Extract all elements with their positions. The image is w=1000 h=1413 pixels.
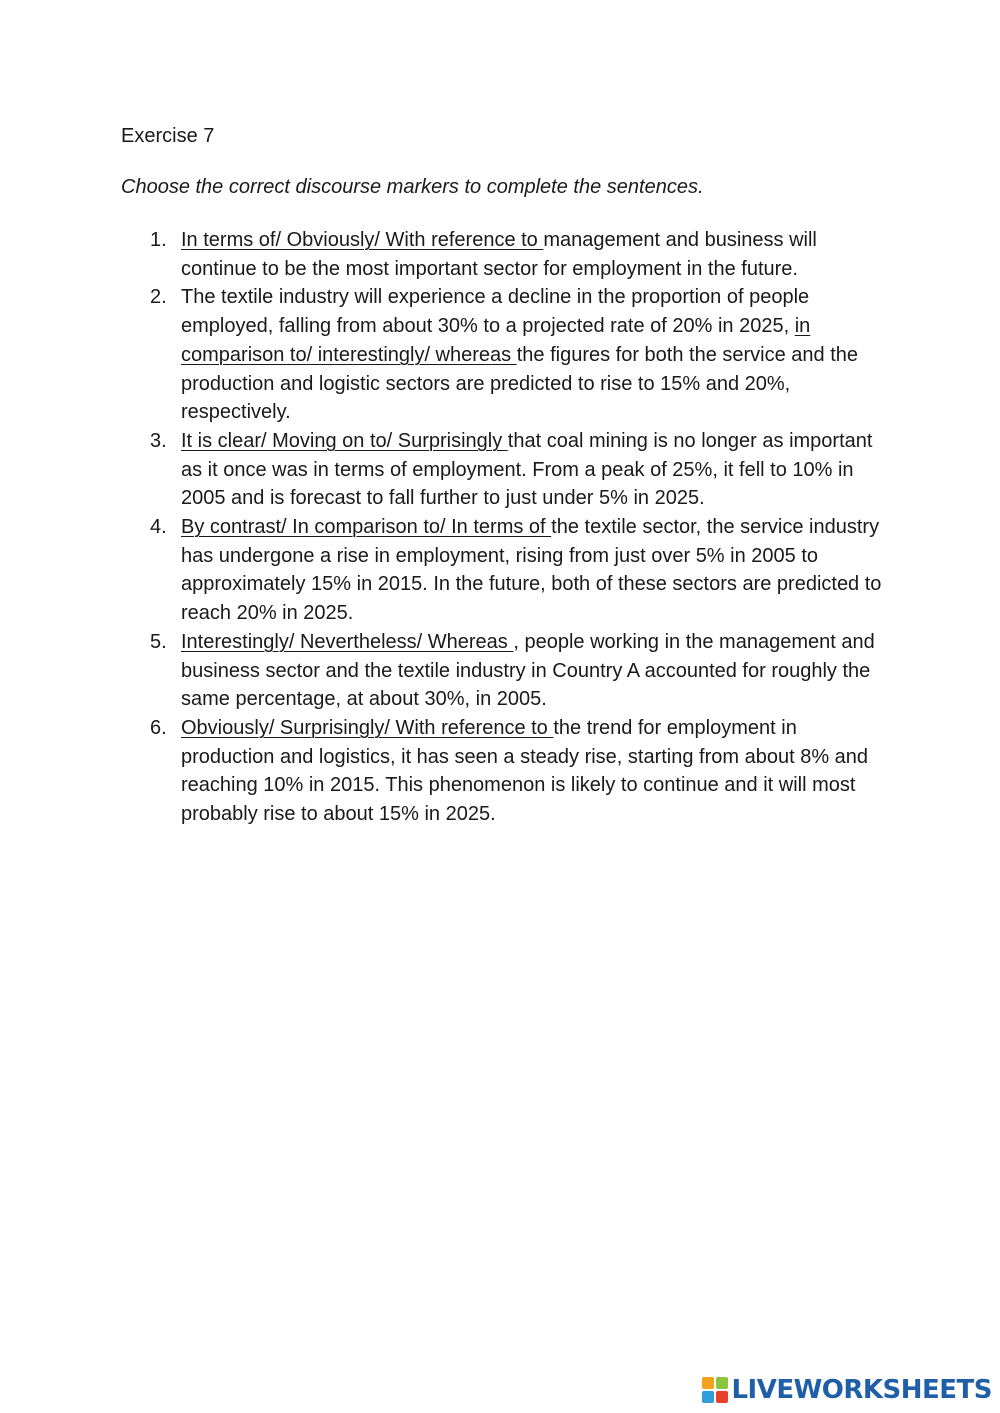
liveworksheets-brand: [702, 1375, 992, 1405]
exercise-item-6: [150, 714, 885, 829]
item-number: 4.: [150, 516, 167, 539]
item-number: 5.: [150, 630, 167, 653]
logo-square: [716, 1391, 728, 1403]
logo-square: [702, 1391, 714, 1403]
exercise-item-5: [150, 628, 885, 714]
item-number: 3.: [150, 429, 167, 452]
exercise-item-1: [150, 226, 885, 283]
item-text-after: the figures for both the service and the production and logistic sectors are predicted to rise to 15% and 20%, respectively.: [181, 343, 859, 424]
exercise-list: [150, 226, 885, 829]
item-text-after: that coal mining is no longer as important as it once was in terms of employment. From a peak of 25%, it fell to 10% in 2005 and is forecast to fall further to just under 5% in 2025.: [181, 429, 873, 510]
exercise-item-2: [150, 283, 885, 427]
discourse-marker-options[interactable]: It is clear/ Moving on to/ Surprisingly: [181, 429, 508, 452]
discourse-marker-options[interactable]: in comparison to/ interestingly/ whereas: [181, 315, 811, 366]
item-number: 6.: [150, 716, 167, 739]
item-text-before: The textile industry will experience a decline in the proportion of people employed, falling from about 30% to a projected rate of 20% in 2025,: [181, 286, 810, 338]
exercise-item-4: [150, 513, 885, 628]
exercise-item-3: [150, 427, 885, 513]
logo-square: [716, 1377, 728, 1389]
exercise-instruction: Choose the correct discourse markers to complete the sentences.: [121, 176, 704, 198]
item-text-after: the textile sector, the service industry has undergone a rise in employment, rising from just over 5% in 2005 to approximately 15% in 2015. In the future, both of these sectors are predicted to reach 20% in 2025.: [181, 516, 882, 625]
liveworksheets-logo-icon: [702, 1377, 728, 1403]
discourse-marker-options[interactable]: In terms of/ Obviously/ With reference to: [181, 229, 544, 251]
item-text-after: , people working in the management and business sector and the textile industry in Country A accounted for roughly the same percentage, at about 30%, in 2005.: [181, 630, 875, 711]
discourse-marker-options[interactable]: Interestingly/ Nevertheless/ Whereas: [181, 630, 514, 653]
discourse-marker-options[interactable]: Obviously/ Surprisingly/ With reference to: [181, 716, 554, 739]
exercise-title: Exercise 7: [121, 125, 215, 147]
item-number: 2.: [150, 286, 167, 309]
discourse-marker-options[interactable]: By contrast/ In comparison to/ In terms of: [181, 516, 552, 539]
item-text-after: the trend for employment in production and logistics, it has seen a steady rise, starting from about 8% and reaching 10% in 2015. This phenomenon is likely to continue and it will most probably rise to about 15% in 2025.: [181, 716, 869, 826]
item-text-after: management and business will continue to be the most important sector for employment in the future.: [181, 229, 817, 280]
brand-wordmark: LIVEWORKSHEETS: [731, 1375, 992, 1405]
logo-square: [702, 1377, 714, 1389]
item-number: 1.: [150, 229, 167, 251]
